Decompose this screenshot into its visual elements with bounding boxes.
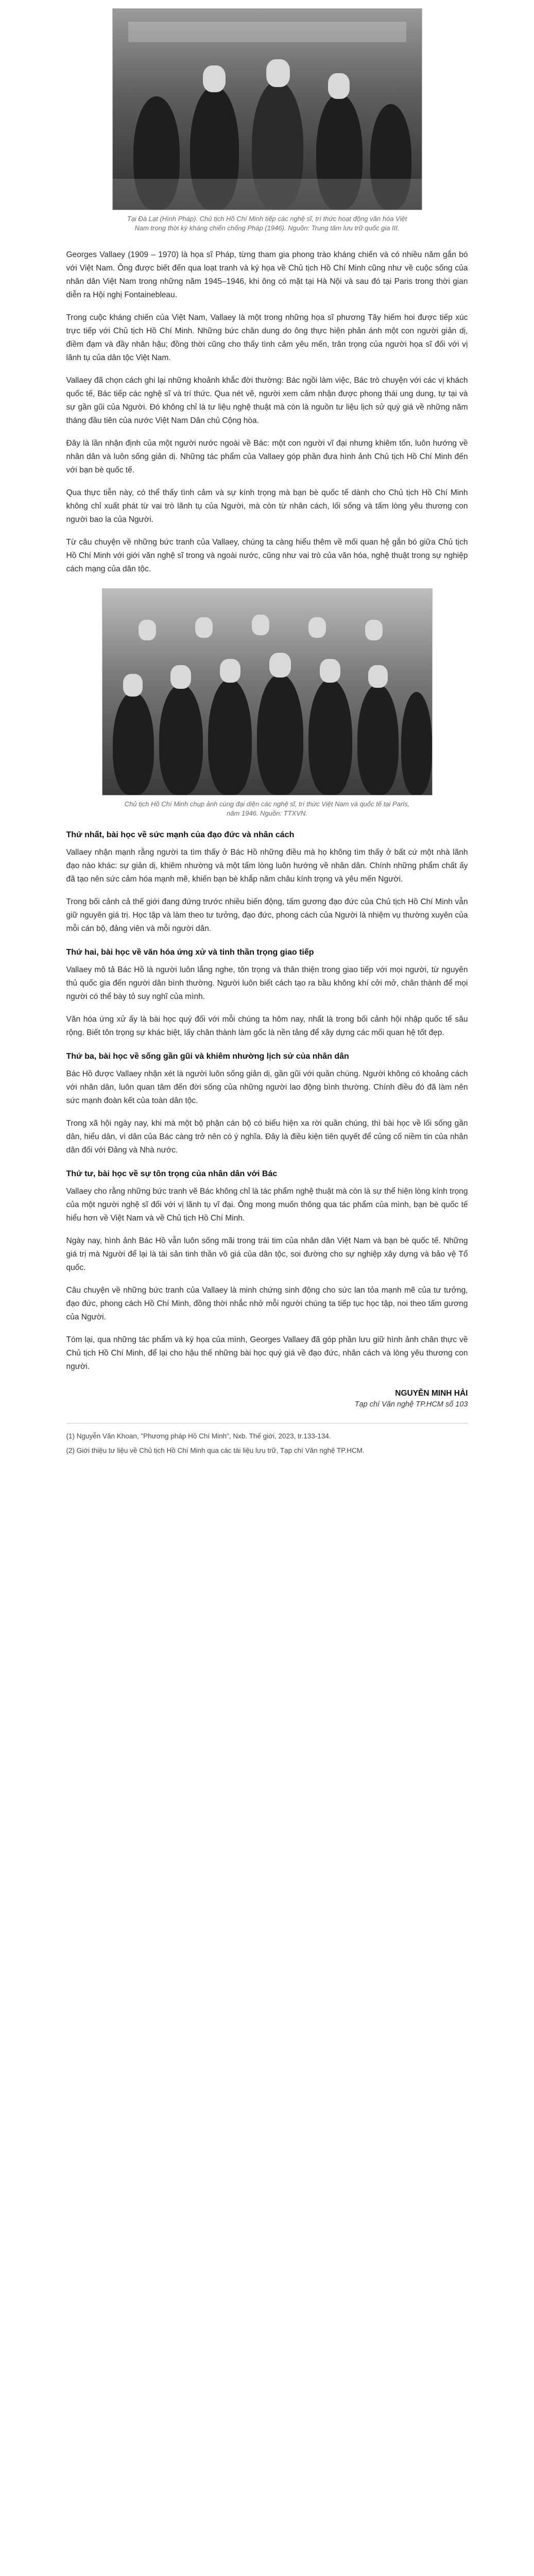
paragraph: Văn hóa ứng xử ấy là bài học quý đối với mỗi chúng ta hôm nay, nhất là trong bối cảnh hội nhập quốc tế sâu rộng. Biết tôn trọng sự khác biệt, lấy chân thành làm gốc là nền tảng để xây dựng các mối quan hệ tốt đẹp. <box>66 1015 468 1037</box>
photo-1 <box>112 8 422 210</box>
author-name: NGUYỄN MINH HẢI <box>395 1389 468 1398</box>
section-heading: Thứ hai, bài học về văn hóa ứng xử và tinh thần trọng giao tiếp <box>66 948 314 957</box>
paragraph: Vallaey mô tả Bác Hồ là người luôn lắng nghe, tôn trọng và thân thiện trong giao tiếp với mọi người, từ nguyên thủ quốc gia đến người dân bình thường. Người luôn biết cách tạo ra bầu không khí cởi mở, chân thành để mọi người có thể bày tỏ suy nghĩ của mình. <box>66 965 468 1001</box>
paragraph: Qua thực tiễn này, có thể thấy tình cảm và sự kính trọng mà bạn bè quốc tế dành cho Chủ tịch Hồ Chí Minh không chỉ xuất phát từ vai trò lãnh tụ của Người, mà còn từ nhân cách, lối sống và tấm lòng yêu thương con người bao la của Người. <box>66 488 468 524</box>
section-heading: Thứ nhất, bài học về sức mạnh của đạo đức và nhân cách <box>66 831 295 839</box>
figure-caption: Chủ tịch Hồ Chí Minh chụp ảnh cùng đại diện các nghệ sĩ, trí thức Việt Nam và quốc tế tại Paris, năm 1946. Nguồn: TTXVN. <box>124 800 410 817</box>
paragraph: Trong cuộc kháng chiến của Việt Nam, Vallaey là một trong những họa sĩ phương Tây hiếm hoi được tiếp xúc trực tiếp với Chủ tịch Hồ Chí Minh. Những bức chân dung do ông thực hiện phản ánh một con người giản dị, điềm đạm và đầy nhân hậu; đồng thời cũng cho thấy tình cảm yêu mến, trân trọng của người họa sĩ đối với vị lãnh tụ của dân tộc Việt Nam. <box>66 313 468 362</box>
paragraph: Tóm lại, qua những tác phẩm và ký họa của mình, Georges Vallaey đã góp phần lưu giữ hình ảnh chân thực về Chủ tịch Hồ Chí Minh, để lại cho hậu thế những bài học quý giá về đạo đức, nhân cách và lòng yêu thương con người. <box>66 1335 468 1371</box>
figure-1 <box>66 8 468 233</box>
paragraph: Ngày nay, hình ảnh Bác Hồ vẫn luôn sống mãi trong trái tim của nhân dân Việt Nam và bạn bè quốc tế. Những giá trị mà Người để lại là tài sản tinh thần vô giá của dân tộc, soi đường cho sự nghiệp xây dựng và bảo vệ Tổ quốc. <box>66 1236 468 1272</box>
paragraph: Đây là lần nhận định của một người nước ngoài về Bác: một con người vĩ đại nhưng khiêm tốn, luôn hướng về nhân dân và luôn sống giản dị. Những tác phẩm của Vallaey góp phần đưa hình ảnh Chủ tịch Hồ Chí Minh đến với bạn bè quốc tế. <box>66 439 468 474</box>
article-column <box>66 0 468 1456</box>
section-heading: Thứ ba, bài học về sống gần gũi và khiêm nhường lịch sử của nhân dân <box>66 1052 349 1061</box>
paragraph: Bác Hồ được Vallaey nhận xét là người luôn sống giản dị, gần gũi với quần chúng. Người không có khoảng cách với nhân dân, luôn quan tâm đến đời sống của những người lao động bình thường. Chính điều đó đã làm nên sức mạnh đoàn kết của toàn dân tộc. <box>66 1070 468 1105</box>
footnotes <box>66 1423 468 1456</box>
section-heading: Thứ tư, bài học về sự tôn trọng của nhân dân với Bác <box>66 1170 278 1178</box>
footnote: (2) Giới thiệu tư liệu về Chủ tịch Hồ Chí Minh qua các tài liệu lưu trữ, Tạp chí Văn nghệ TP.HCM. <box>66 1447 365 1454</box>
paragraph: Vallaey cho rằng những bức tranh vẽ Bác không chỉ là tác phẩm nghệ thuật mà còn là sự thể hiện lòng kính trọng của một người nghệ sĩ đối với vị lãnh tụ vĩ đại. Ông mong muốn thông qua tác phẩm của mình, bạn bè quốc tế hiểu hơn về Việt Nam và về Chủ tịch Hồ Chí Minh. <box>66 1187 468 1223</box>
paragraph: Trong bối cảnh cả thế giới đang đứng trước nhiều biến động, tấm gương đạo đức của Chủ tịch Hồ Chí Minh vẫn giữ nguyên giá trị. Học tập và làm theo tư tưởng, đạo đức, phong cách của Người là nhiệm vụ thường xuyên của mỗi cán bộ, đảng viên và mỗi người dân. <box>66 897 468 933</box>
figure-caption: Tại Đà Lạt (Hình Pháp). Chủ tịch Hồ Chí Minh tiếp các nghệ sĩ, trí thức hoạt động văn hóa Việt Nam trong thời kỳ kháng chiến chống Pháp (1946). Nguồn: Trung tâm lưu trữ quốc gia III. <box>127 215 407 232</box>
paragraph: Từ câu chuyện về những bức tranh của Vallaey, chúng ta càng hiểu thêm về mối quan hệ gắn bó giữa Chủ tịch Hồ Chí Minh với giới văn nghệ sĩ trong và ngoài nước, cũng như vai trò của văn hóa, nghệ thuật trong sự nghiệp cách mạng của dân tộc. <box>66 538 468 573</box>
signature <box>66 1389 468 1409</box>
photo-2 <box>102 588 433 795</box>
paragraph: Vallaey đã chọn cách ghi lại những khoảnh khắc đời thường: Bác ngồi làm việc, Bác trò chuyện với các vị khách quốc tế, Bác tiếp các nghệ sĩ và trí thức. Qua nét vẽ, người xem cảm nhận được phong thái ung dung, tự tại và sự gần gũi của Người. Đó không chỉ là tư liệu nghệ thuật mà còn là nguồn tư liệu lịch sử quý giá về những năm tháng đầu tiên của nước Việt Nam Dân chủ Cộng hòa. <box>66 376 468 425</box>
paragraph: Vallaey nhận mạnh rằng người ta tìm thấy ở Bác Hồ những điều mà họ không tìm thấy ở bất cứ một nhà lãnh đạo nào khác: sự giản dị, khiêm nhường và một tấm lòng luôn hướng về nhân dân. Chính những phẩm chất ấy đã tạo nên sức cảm hóa mạnh mẽ, khiến bạn bè khắp năm châu kính trọng và yêu mến Người. <box>66 848 468 884</box>
author-source: Tạp chí Văn nghệ TP.HCM số 103 <box>354 1400 468 1409</box>
footnote: (1) Nguyễn Văn Khoan, "Phương pháp Hồ Chí Minh", Nxb. Thế giới, 2023, tr.133-134. <box>66 1432 331 1440</box>
paragraph: Georges Vallaey (1909 – 1970) là họa sĩ Pháp, từng tham gia phong trào kháng chiến và có nhiều năm gắn bó với Việt Nam. Ông được biết đến qua loạt tranh và ký họa về Chủ tịch Hồ Chí Minh cũng như về cuộc sống của nhân dân Việt Nam trong những năm 1945–1946, khi ông có mặt tại Hà Nội và sau đó tại Paris trong thời gian diễn ra Hội nghị Fontainebleau. <box>66 250 468 299</box>
figure-2 <box>66 588 468 818</box>
paragraph: Trong xã hội ngày nay, khi mà một bộ phận cán bộ có biểu hiện xa rời quần chúng, thì bài học về lối sống gần dân, hiểu dân, vì dân của Bác càng trở nên có ý nghĩa. Đây là điều kiện tiên quyết để củng cố niềm tin của nhân dân đối với Đảng và Nhà nước. <box>66 1119 468 1155</box>
paragraph: Câu chuyện về những bức tranh của Vallaey là minh chứng sinh động cho sức lan tỏa mạnh mẽ của tư tưởng, đạo đức, phong cách Hồ Chí Minh, đồng thời nhắc nhở mỗi người chúng ta tiếp tục học tập, noi theo tấm gương của Người. <box>66 1286 468 1321</box>
